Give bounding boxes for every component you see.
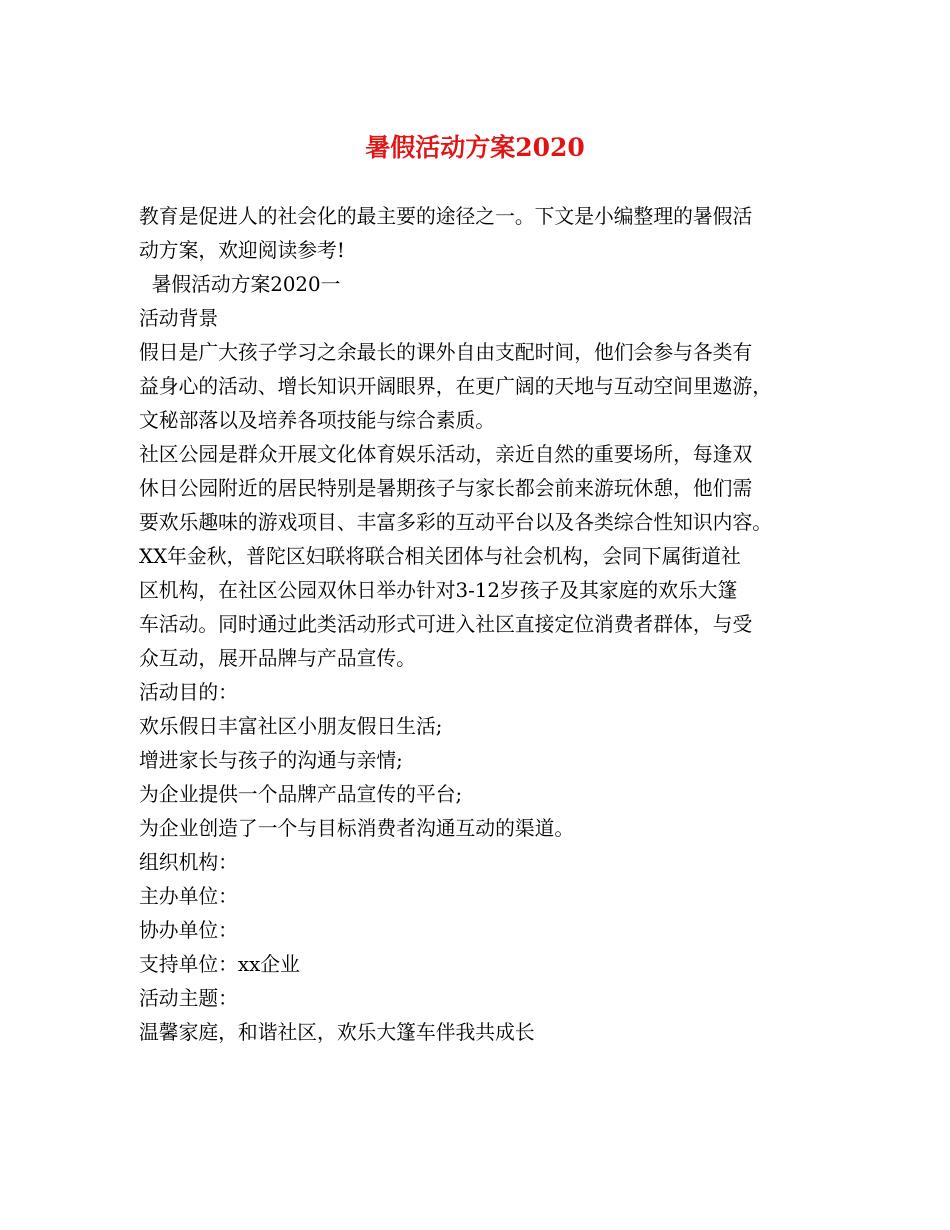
paragraph-line: 假日是广大孩子学习之余最长的课外自由支配时间，他们会参与各类有 <box>139 341 753 364</box>
section-heading: 活动主题： <box>139 987 238 1010</box>
list-item: 为企业提供一个品牌产品宣传的平台; <box>139 783 463 806</box>
paragraph-line: 社区公园是群众开展文化体育娱乐活动，亲近自然的重要场所，每逢双 <box>139 443 753 466</box>
section-heading: 暑假活动方案2020一 <box>139 273 341 296</box>
list-item: 支持单位：xx企业 <box>139 953 300 976</box>
paragraph-line: 益身心的活动、增长知识开阔眼界，在更广阔的天地与互动空间里遨游， <box>139 375 773 398</box>
section-heading: 活动目的： <box>139 681 238 704</box>
paragraph-line: 车活动。同时通过此类活动形式可进入社区直接定位消费者群体，与受 <box>139 613 753 636</box>
document-body <box>139 200 829 1050</box>
paragraph-line: 温馨家庭，和谐社区，欢乐大篷车伴我共成长 <box>139 1021 535 1044</box>
paragraph-line: 区机构，在社区公园双休日举办针对3-12岁孩子及其家庭的欢乐大篷 <box>139 579 738 602</box>
list-item: 主办单位： <box>139 885 238 908</box>
paragraph-line: 教育是促进人的社会化的最主要的途径之一。下文是小编整理的暑假活 <box>139 205 753 228</box>
list-item: 协办单位： <box>139 919 238 942</box>
paragraph-line: 众互动，展开品牌与产品宣传。 <box>139 647 416 670</box>
section-heading: 组织机构： <box>139 851 238 874</box>
section-heading: 活动背景 <box>139 307 219 330</box>
list-item: 欢乐假日丰富社区小朋友假日生活; <box>139 715 443 738</box>
list-item: 为企业创造了一个与目标消费者沟通互动的渠道。 <box>139 817 575 840</box>
paragraph-line: 休日公园附近的居民特别是暑期孩子与家长都会前来游玩休憩，他们需 <box>139 477 753 500</box>
paragraph-line: 动方案，欢迎阅读参考! <box>139 239 345 262</box>
paragraph-line: 文秘部落以及培养各项技能与综合素质。 <box>139 409 496 432</box>
list-item: 增进家长与孩子的沟通与亲情; <box>139 749 403 772</box>
paragraph-line: 要欢乐趣味的游戏项目、丰富多彩的互动平台以及各类综合性知识内容。 <box>139 511 773 534</box>
paragraph-line: XX年金秋，普陀区妇联将联合相关团体与社会机构，会同下属街道社 <box>139 545 741 568</box>
document-title: 暑假活动方案2020 <box>365 133 585 162</box>
